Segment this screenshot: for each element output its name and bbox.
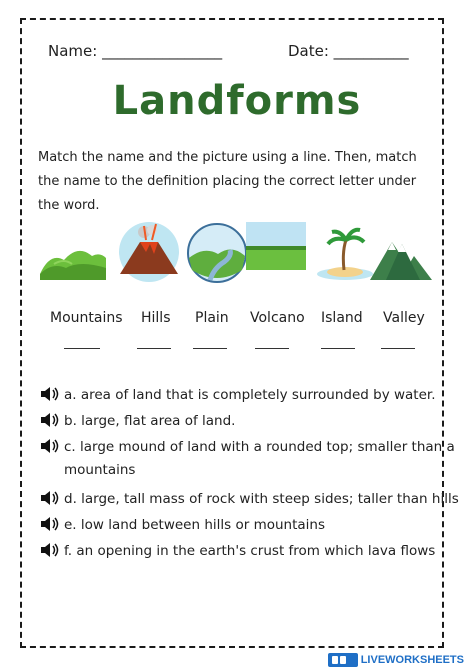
definition-text: b. large, flat area of land.: [64, 413, 236, 429]
date-field-label: Date: __________: [288, 42, 409, 60]
name-field-label: Name: ________________: [48, 42, 223, 60]
definition-a: [40, 386, 436, 403]
speaker-icon[interactable]: [40, 438, 60, 454]
word-plain: Plain: [195, 310, 229, 326]
definition-c-continued: mountains: [64, 462, 136, 478]
answer-blank-mountains[interactable]: [64, 348, 100, 349]
definition-text: c. large mound of land with a rounded top; smaller than a: [64, 439, 455, 455]
answer-blank-plain[interactable]: [193, 348, 227, 349]
page-title: Landforms: [112, 78, 362, 124]
liveworksheets-logo-icon: [328, 653, 358, 667]
speaker-icon[interactable]: [40, 516, 60, 532]
brand-name: LIVEWORKSHEETS: [360, 653, 464, 666]
word-volcano: Volcano: [250, 310, 305, 326]
answer-blank-island[interactable]: [321, 348, 355, 349]
instructions-text: Match the name and the picture using a line. Then, match the name to the definition placing the correct letter under the word.: [38, 150, 417, 213]
volcano-picture: [116, 222, 182, 284]
speaker-icon[interactable]: [40, 490, 60, 506]
definition-c: [40, 438, 455, 455]
definition-text: a. area of land that is completely surrounded by water.: [64, 387, 436, 403]
answer-blank-valley[interactable]: [381, 348, 415, 349]
valley-picture: [184, 222, 250, 284]
word-mountains: Mountains: [50, 310, 123, 326]
definition-d: [40, 490, 459, 507]
definition-e: [40, 516, 325, 533]
word-valley: Valley: [383, 310, 425, 326]
plain-picture: [244, 222, 310, 284]
brand-footer[interactable]: [328, 651, 464, 668]
speaker-icon[interactable]: [40, 386, 60, 402]
definition-b: [40, 412, 235, 429]
word-island: Island: [321, 310, 363, 326]
word-hills: Hills: [141, 310, 171, 326]
answer-blank-volcano[interactable]: [255, 348, 289, 349]
definition-text: e. low land between hills or mountains: [64, 517, 326, 533]
mountains-picture: [368, 222, 434, 284]
hills-picture: [40, 222, 106, 284]
speaker-icon[interactable]: [40, 542, 60, 558]
answer-blank-hills[interactable]: [137, 348, 171, 349]
speaker-icon[interactable]: [40, 412, 60, 428]
definition-text: d. large, tall mass of rock with steep sides; taller than hills: [64, 491, 459, 507]
definition-text: f. an opening in the earth's crust from which lava flows: [64, 543, 436, 559]
definition-f: [40, 542, 435, 559]
